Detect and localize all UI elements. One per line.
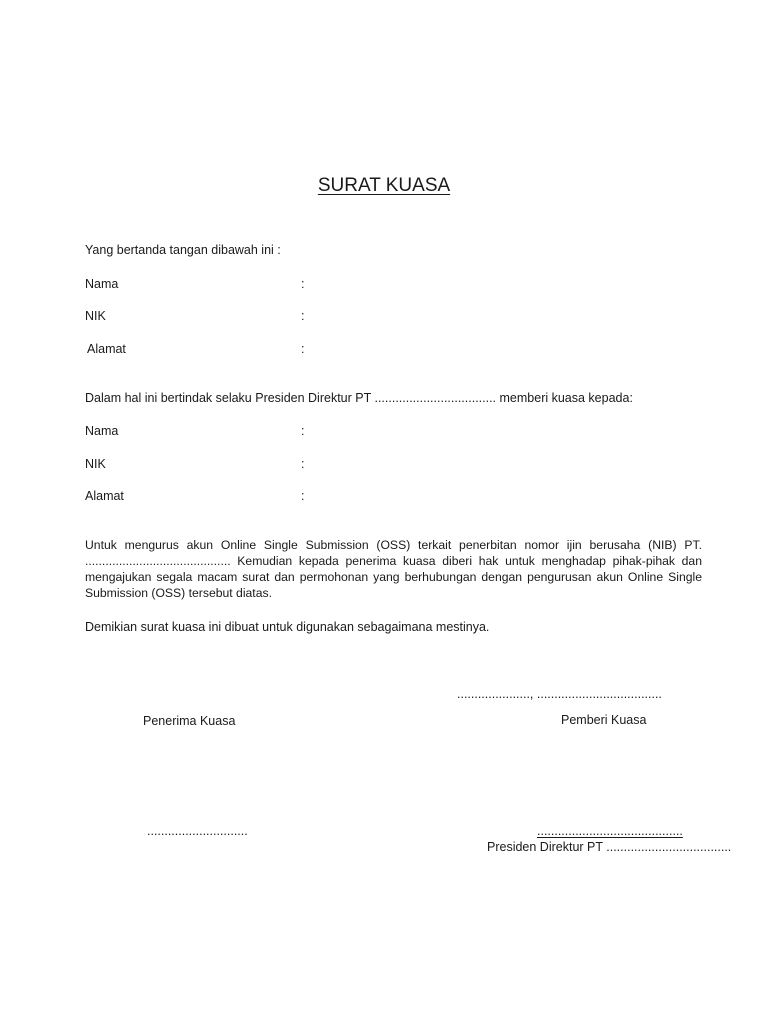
receiver-signature-title: Penerima Kuasa: [143, 714, 236, 728]
giver-nik-label: NIK: [85, 309, 106, 323]
receiver-address-colon: :: [301, 489, 305, 503]
giver-position: Presiden Direktur PT ....................................: [487, 840, 732, 854]
giver-address-label: Alamat: [87, 342, 126, 356]
acting-statement: Dalam hal ini bertindak selaku Presiden Direktur PT ................................... memberi kuasa kepada:: [85, 391, 633, 405]
giver-signature-name: ..........................................: [537, 824, 683, 838]
receiver-nik-colon: :: [301, 457, 305, 471]
giver-signature-title: Pemberi Kuasa: [561, 713, 647, 727]
receiver-name-label: Nama: [85, 424, 119, 438]
purpose-paragraph: Untuk mengurus akun Online Single Submission (OSS) terkait penerbitan nomor ijin berusaha (NIB) PT. ........................................... Kemudian kepada penerima kuasa diberi hak untuk menghadap pihak-pihak dan mengajukan segala macam surat dan permohonan yang berhubungan dengan pengurusan akun Online Single Submission (OSS) tersebut diatas.: [85, 538, 702, 600]
place-date-field: ....................., ....................................: [457, 687, 662, 701]
giver-name-label: Nama: [85, 277, 119, 291]
giver-address-colon: :: [301, 342, 305, 356]
intro-text: Yang bertanda tangan dibawah ini :: [85, 243, 281, 257]
document-title: SURAT KUASA: [317, 175, 451, 196]
receiver-nik-label: NIK: [85, 457, 106, 471]
receiver-name-colon: :: [301, 424, 305, 438]
closing-statement: Demikian surat kuasa ini dibuat untuk digunakan sebagaimana mestinya.: [85, 620, 490, 634]
receiver-signature-name: .............................: [147, 824, 248, 838]
giver-name-colon: :: [301, 277, 305, 291]
receiver-address-label: Alamat: [85, 489, 124, 503]
giver-nik-colon: :: [301, 309, 305, 323]
